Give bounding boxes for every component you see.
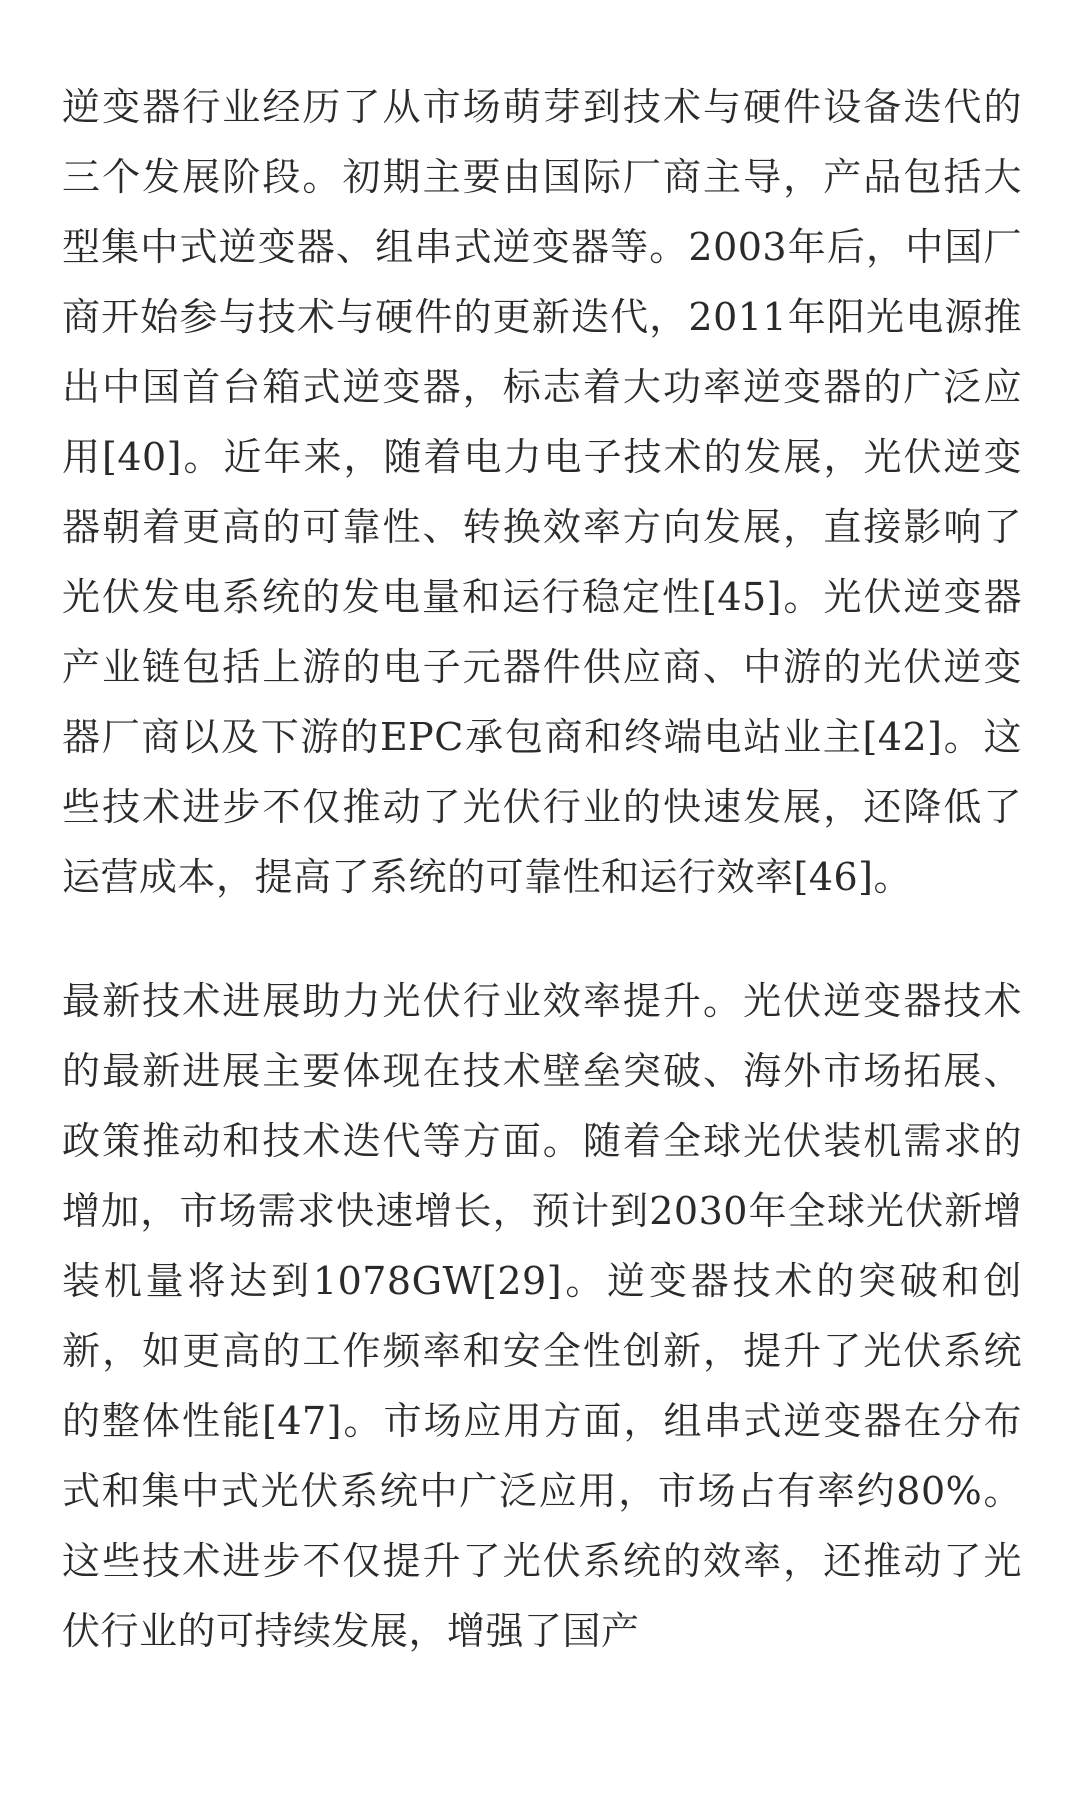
article-body	[62, 72, 1022, 1666]
paragraph-latest-technology-progress: 最新技术进展助力光伏行业效率提升。光伏逆变器技术的最新进展主要体现在技术壁垒突破、海外市场拓展、政策推动和技术迭代等方面。随着全球光伏装机需求的增加，市场需求快速增长，预计到2030年全球光伏新增装机量将达到1078GW[29]。逆变器技术的突破和创新，如更高的工作频率和安全性创新，提升了光伏系统的整体性能[47]。市场应用方面，组串式逆变器在分布式和集中式光伏系统中广泛应用，市场占有率约80%。这些技术进步不仅提升了光伏系统的效率，还推动了光伏行业的可持续发展，增强了国产	[62, 979, 1022, 1653]
paragraph-inverter-industry-history: 逆变器行业经历了从市场萌芽到技术与硬件设备迭代的三个发展阶段。初期主要由国际厂商主导，产品包括大型集中式逆变器、组串式逆变器等。2003年后，中国厂商开始参与技术与硬件的更新迭代，2011年阳光电源推出中国首台箱式逆变器，标志着大功率逆变器的广泛应用[40]。近年来，随着电力电子技术的发展，光伏逆变器朝着更高的可靠性、转换效率方向发展，直接影响了光伏发电系统的发电量和运行稳定性[45]。光伏逆变器产业链包括上游的电子元器件供应商、中游的光伏逆变器厂商以及下游的EPC承包商和终端电站业主[42]。这些技术进步不仅推动了光伏行业的快速发展，还降低了运营成本，提高了系统的可靠性和运行效率[46]。	[62, 85, 1022, 899]
